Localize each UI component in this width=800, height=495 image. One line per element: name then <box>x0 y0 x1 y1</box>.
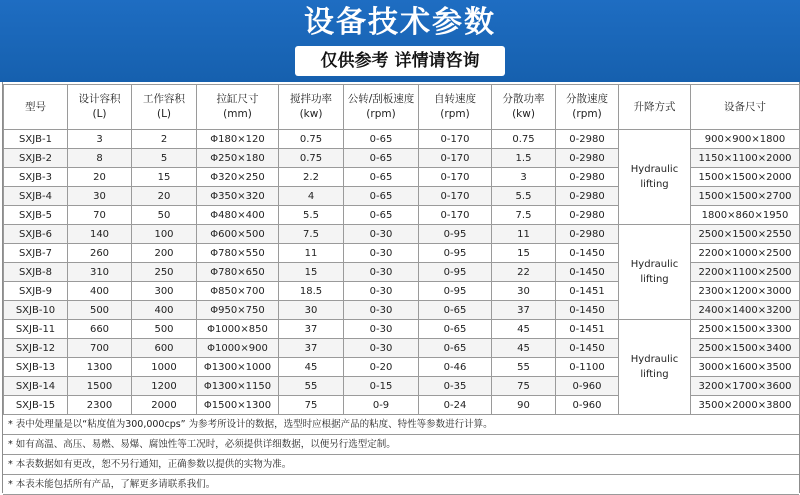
column-header-label: 型号 <box>25 100 46 113</box>
column-header <box>419 85 492 130</box>
table-cell: 0-65 <box>344 206 419 225</box>
column-header-unit: (mm) <box>223 108 252 120</box>
table-cell: 0-30 <box>344 263 419 282</box>
column-header-label: 分散速度 <box>566 93 608 105</box>
page-title: 设备技术参数 <box>304 5 496 40</box>
table-cell: 0-170 <box>419 168 492 187</box>
table-cell: SXJB-9 <box>4 282 68 301</box>
table-cell: Φ780×650 <box>197 263 279 282</box>
table-cell: 3500×2000×3800 <box>691 396 800 415</box>
table-cell: 0-1451 <box>556 320 619 339</box>
lift-method-cell <box>619 225 691 320</box>
table-cell: 0-95 <box>419 244 492 263</box>
spec-sheet <box>2 82 800 493</box>
table-cell: 37 <box>279 339 344 358</box>
table-cell: 1800×860×1950 <box>691 206 800 225</box>
table-cell: 0-1450 <box>556 339 619 358</box>
table-cell: 75 <box>279 396 344 415</box>
table-cell: SXJB-1 <box>4 130 68 149</box>
table-cell: 0-95 <box>419 282 492 301</box>
column-header-label: 公转/刮板速度 <box>347 93 415 105</box>
table-cell: 45 <box>279 358 344 377</box>
table-cell: 2300 <box>68 396 132 415</box>
column-header-label: 分散功率 <box>502 93 545 105</box>
table-cell: 0-95 <box>419 263 492 282</box>
table-cell: 18.5 <box>279 282 344 301</box>
table-cell: Φ780×550 <box>197 244 279 263</box>
table-cell: 0-2980 <box>556 149 619 168</box>
lift-method-text: Hydraulic <box>630 259 679 270</box>
table-cell: 140 <box>68 225 132 244</box>
lift-method-text: Hydraulic <box>630 164 679 175</box>
table-cell: 2200×1100×2500 <box>691 263 800 282</box>
table-cell: Φ480×400 <box>197 206 279 225</box>
table-cell: 2000 <box>132 396 197 415</box>
column-header <box>492 85 556 130</box>
table-cell: 45 <box>492 320 556 339</box>
column-header <box>691 85 800 130</box>
column-header <box>197 85 279 130</box>
table-cell: Φ600×500 <box>197 225 279 244</box>
table-cell: 90 <box>492 396 556 415</box>
table-cell: 8 <box>68 149 132 168</box>
table-cell: 300 <box>132 282 197 301</box>
table-cell: 55 <box>492 358 556 377</box>
table-cell: Φ250×180 <box>197 149 279 168</box>
column-header-unit: (rpm) <box>366 108 396 120</box>
note-line: * 如有高温、高压、易燃、易爆、腐蚀性等工况时，必须提供详细数据，以便另行选型定制。 <box>3 435 799 455</box>
table-cell: 0-1450 <box>556 263 619 282</box>
table-cell: 0.75 <box>279 149 344 168</box>
table-cell: 5.5 <box>279 206 344 225</box>
column-header-unit: (rpm) <box>440 108 470 120</box>
table-cell: Φ1000×850 <box>197 320 279 339</box>
table-cell: Φ1000×900 <box>197 339 279 358</box>
table-cell: 0-65 <box>419 320 492 339</box>
table-cell: Φ350×320 <box>197 187 279 206</box>
table-cell: 0.75 <box>279 130 344 149</box>
table-cell: 0-170 <box>419 206 492 225</box>
table-cell: 4 <box>279 187 344 206</box>
table-row <box>4 130 800 149</box>
table-cell: SXJB-11 <box>4 320 68 339</box>
table-cell: 15 <box>132 168 197 187</box>
table-cell: 0-30 <box>344 339 419 358</box>
spec-table <box>3 84 800 415</box>
table-cell: 0-30 <box>344 301 419 320</box>
table-cell: 50 <box>132 206 197 225</box>
table-cell: SXJB-6 <box>4 225 68 244</box>
table-cell: Φ1300×1150 <box>197 377 279 396</box>
table-cell: 0-170 <box>419 149 492 168</box>
table-cell: 1300 <box>68 358 132 377</box>
table-cell: 0-65 <box>344 130 419 149</box>
table-cell: 660 <box>68 320 132 339</box>
column-header-label: 设备尺寸 <box>724 100 766 113</box>
lift-method-text: lifting <box>640 369 669 380</box>
table-cell: 1200 <box>132 377 197 396</box>
table-cell: 3 <box>68 130 132 149</box>
table-cell: 0-1100 <box>556 358 619 377</box>
table-cell: SXJB-14 <box>4 377 68 396</box>
table-cell: 3 <box>492 168 556 187</box>
table-cell: 0-46 <box>419 358 492 377</box>
table-cell: Φ320×250 <box>197 168 279 187</box>
table-cell: 11 <box>492 225 556 244</box>
table-cell: 2400×1400×3200 <box>691 301 800 320</box>
table-cell: 1500 <box>68 377 132 396</box>
table-cell: 0-170 <box>419 187 492 206</box>
table-cell: 5 <box>132 149 197 168</box>
table-cell: 15 <box>492 244 556 263</box>
table-cell: 0-30 <box>344 225 419 244</box>
table-cell: 0-2980 <box>556 206 619 225</box>
table-cell: 7.5 <box>279 225 344 244</box>
table-cell: 20 <box>68 168 132 187</box>
table-cell: 0-15 <box>344 377 419 396</box>
table-cell: SXJB-7 <box>4 244 68 263</box>
table-cell: 2500×1500×3300 <box>691 320 800 339</box>
table-cell: 0-30 <box>344 320 419 339</box>
table-cell: SXJB-2 <box>4 149 68 168</box>
header-banner <box>0 0 800 82</box>
table-cell: 2300×1200×3000 <box>691 282 800 301</box>
table-cell: SXJB-13 <box>4 358 68 377</box>
column-header-unit: (rpm) <box>572 108 602 120</box>
table-cell: SXJB-10 <box>4 301 68 320</box>
table-cell: 0-1450 <box>556 244 619 263</box>
column-header-unit: (L) <box>156 108 172 120</box>
table-cell: 11 <box>279 244 344 263</box>
table-cell: 1150×1100×2000 <box>691 149 800 168</box>
note-line: * 本表数据如有更改，恕不另行通知，正确参数以提供的实物为准。 <box>3 455 799 475</box>
table-cell: 0-30 <box>344 282 419 301</box>
table-cell: 20 <box>132 187 197 206</box>
table-cell: 1.5 <box>492 149 556 168</box>
lift-method-cell <box>619 320 691 415</box>
lift-method-text: lifting <box>640 179 669 190</box>
table-cell: 0-24 <box>419 396 492 415</box>
table-cell: 0-2980 <box>556 130 619 149</box>
table-cell: 400 <box>68 282 132 301</box>
table-cell: 2200×1000×2500 <box>691 244 800 263</box>
table-cell: SXJB-8 <box>4 263 68 282</box>
table-cell: 400 <box>132 301 197 320</box>
column-header-label: 搅拌功率 <box>290 93 332 105</box>
table-cell: 0-1450 <box>556 301 619 320</box>
table-cell: 7.5 <box>492 206 556 225</box>
table-cell: 37 <box>279 320 344 339</box>
lift-method-text: lifting <box>640 274 669 285</box>
table-cell: 2 <box>132 130 197 149</box>
lift-method-cell <box>619 130 691 225</box>
table-cell: 0-960 <box>556 396 619 415</box>
column-header <box>556 85 619 130</box>
column-header-label: 工作容积 <box>143 93 185 105</box>
table-header-row <box>4 85 800 130</box>
table-cell: 0-2980 <box>556 187 619 206</box>
table-cell: 2500×1500×3400 <box>691 339 800 358</box>
table-cell: 37 <box>492 301 556 320</box>
table-cell: SXJB-5 <box>4 206 68 225</box>
lift-method-text: Hydraulic <box>630 354 679 365</box>
column-header-label: 设计容积 <box>78 93 121 105</box>
table-cell: SXJB-15 <box>4 396 68 415</box>
column-header <box>619 85 691 130</box>
column-header-label: 升降方式 <box>633 100 676 113</box>
table-cell: 0-2980 <box>556 225 619 244</box>
table-cell: 45 <box>492 339 556 358</box>
column-header <box>4 85 68 130</box>
table-cell: 0-1451 <box>556 282 619 301</box>
column-header-unit: (kw) <box>299 108 323 120</box>
table-cell: 0-65 <box>344 187 419 206</box>
table-cell: 100 <box>132 225 197 244</box>
table-cell: 30 <box>492 282 556 301</box>
column-header-unit: (kw) <box>512 108 535 120</box>
table-cell: 0-65 <box>344 168 419 187</box>
table-cell: 0-30 <box>344 244 419 263</box>
note-line: * 本表未能包括所有产品，了解更多请联系我们。 <box>3 475 799 495</box>
table-cell: 900×900×1800 <box>691 130 800 149</box>
table-cell: 200 <box>132 244 197 263</box>
table-cell: 310 <box>68 263 132 282</box>
table-cell: 15 <box>279 263 344 282</box>
table-cell: 0-65 <box>344 149 419 168</box>
table-cell: SXJB-4 <box>4 187 68 206</box>
table-cell: 30 <box>68 187 132 206</box>
table-cell: 0-35 <box>419 377 492 396</box>
table-cell: Φ850×700 <box>197 282 279 301</box>
table-cell: 500 <box>68 301 132 320</box>
table-row <box>4 320 800 339</box>
column-header <box>68 85 132 130</box>
table-cell: 1500×1500×2700 <box>691 187 800 206</box>
table-cell: 0-9 <box>344 396 419 415</box>
table-cell: 0-65 <box>419 301 492 320</box>
column-header <box>279 85 344 130</box>
table-cell: 250 <box>132 263 197 282</box>
table-cell: 1500×1500×2000 <box>691 168 800 187</box>
table-cell: 55 <box>279 377 344 396</box>
table-cell: Φ950×750 <box>197 301 279 320</box>
table-cell: 5.5 <box>492 187 556 206</box>
table-cell: 260 <box>68 244 132 263</box>
column-header <box>344 85 419 130</box>
notes-section <box>3 415 799 495</box>
table-cell: 0-20 <box>344 358 419 377</box>
table-cell: 0-65 <box>419 339 492 358</box>
table-cell: 2500×1500×2550 <box>691 225 800 244</box>
table-cell: 3200×1700×3600 <box>691 377 800 396</box>
table-cell: 0-95 <box>419 225 492 244</box>
table-cell: Φ1500×1300 <box>197 396 279 415</box>
table-cell: 1000 <box>132 358 197 377</box>
column-header-label: 拉缸尺寸 <box>216 93 259 105</box>
table-cell: 0-170 <box>419 130 492 149</box>
column-header <box>132 85 197 130</box>
table-cell: 30 <box>279 301 344 320</box>
table-cell: 0.75 <box>492 130 556 149</box>
table-cell: 70 <box>68 206 132 225</box>
table-cell: SXJB-12 <box>4 339 68 358</box>
table-cell: 0-960 <box>556 377 619 396</box>
column-header-label: 自转速度 <box>434 93 476 105</box>
table-cell: 22 <box>492 263 556 282</box>
table-cell: 2.2 <box>279 168 344 187</box>
note-line: * 表中处理量是以“粘度值为300,000cps” 为参考所设计的数据，选型时应根据产品的粘度、特性等参数进行计算。 <box>3 415 799 435</box>
table-cell: SXJB-3 <box>4 168 68 187</box>
table-cell: 75 <box>492 377 556 396</box>
table-cell: 700 <box>68 339 132 358</box>
table-cell: 3000×1600×3500 <box>691 358 800 377</box>
subtitle-badge: 仅供参考 详情请咨询 <box>295 46 505 76</box>
table-row <box>4 225 800 244</box>
table-cell: 0-2980 <box>556 168 619 187</box>
table-cell: 500 <box>132 320 197 339</box>
table-cell: 600 <box>132 339 197 358</box>
table-cell: Φ1300×1000 <box>197 358 279 377</box>
column-header-unit: (L) <box>92 108 107 120</box>
table-cell: Φ180×120 <box>197 130 279 149</box>
